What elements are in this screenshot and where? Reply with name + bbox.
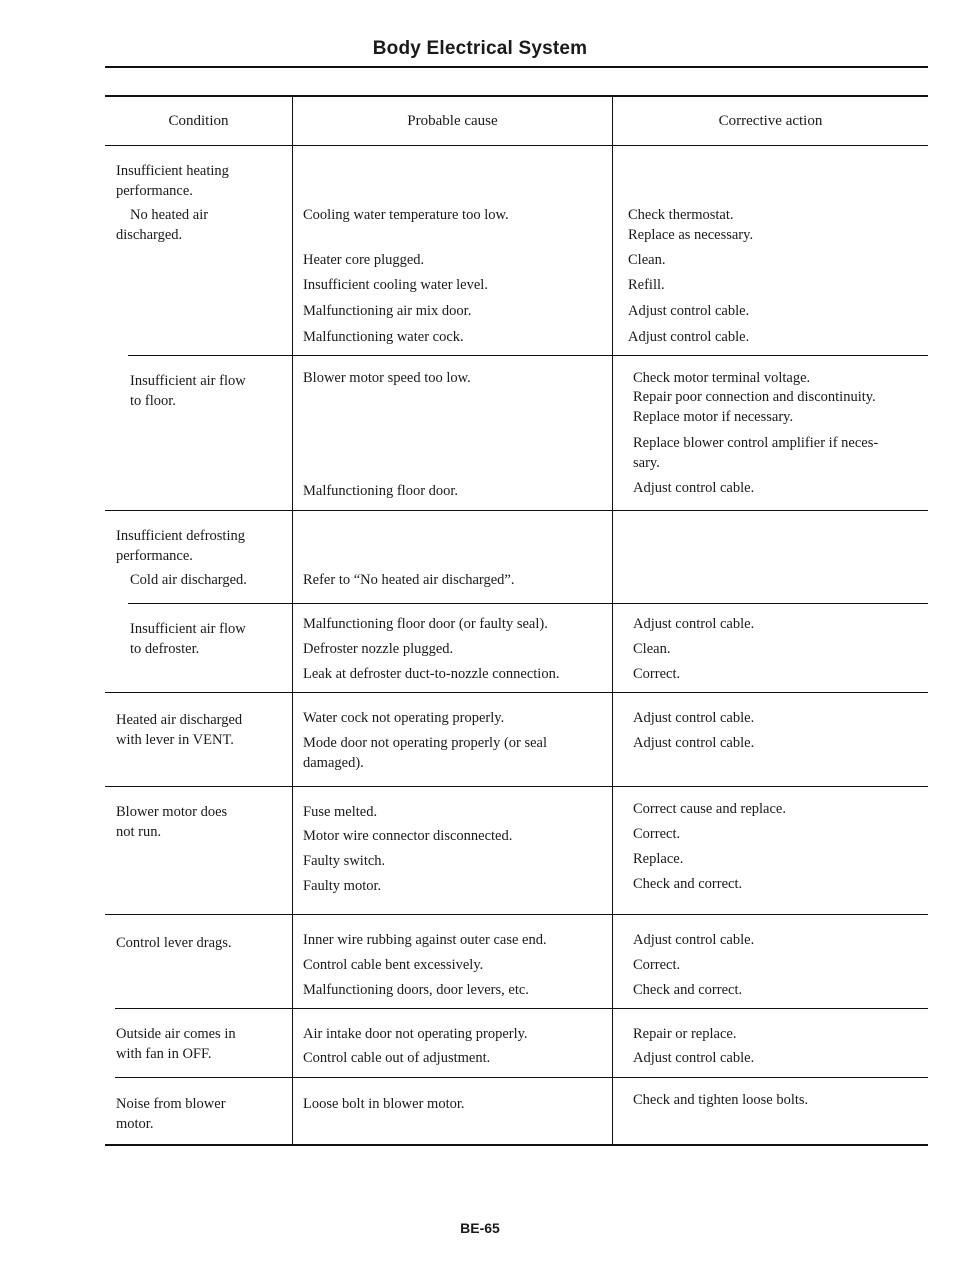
action-text: Clean.: [633, 641, 671, 657]
header-cause: Probable cause: [407, 113, 498, 129]
action-text: Adjust control cable.: [633, 735, 755, 751]
cause-text: Defroster nozzle plugged.: [303, 641, 454, 657]
action-text: Correct.: [633, 666, 681, 682]
condition-text: motor.: [116, 1116, 154, 1132]
condition-text: Insufficient air flow: [130, 621, 246, 637]
cause-text: Water cock not operating properly.: [303, 710, 505, 726]
cause-text: Malfunctioning air mix door.: [303, 303, 472, 319]
condition-text: performance.: [116, 183, 193, 199]
action-text: Refill.: [628, 277, 665, 293]
action-text: Adjust control cable.: [628, 329, 750, 345]
action-text: Adjust control cable.: [633, 710, 755, 726]
condition-text: to defroster.: [130, 641, 200, 657]
action-text: sary.: [633, 455, 660, 471]
action-text: Adjust control cable.: [628, 303, 750, 319]
cause-text: Control cable out of adjustment.: [303, 1050, 491, 1066]
action-text: Correct.: [633, 826, 681, 842]
cause-text: Refer to “No heated air discharged”.: [303, 572, 515, 588]
cause-text: Faulty motor.: [303, 878, 382, 894]
condition-text: Heated air discharged: [116, 712, 243, 728]
action-text: Clean.: [628, 252, 666, 268]
cause-text: Leak at defroster duct-to-nozzle connection.: [303, 666, 560, 682]
cause-text: Faulty switch.: [303, 853, 386, 869]
condition-text: not run.: [116, 824, 162, 840]
cause-text: Malfunctioning doors, door levers, etc.: [303, 982, 529, 998]
table-bottom-rule: [105, 1144, 928, 1146]
row-rule: [105, 692, 928, 693]
cause-text: Insufficient cooling water level.: [303, 277, 488, 293]
row-rule: [128, 603, 928, 604]
row-rule: [115, 1077, 928, 1078]
condition-text: No heated air: [130, 207, 209, 223]
action-text: Adjust control cable.: [633, 616, 755, 632]
action-text: Repair poor connection and discontinuity.: [633, 389, 876, 405]
table-top-rule: [105, 95, 928, 97]
condition-text: discharged.: [116, 227, 183, 243]
action-text: Check motor terminal voltage.: [633, 370, 811, 386]
header-rule: [105, 145, 928, 146]
action-text: Repair or replace.: [633, 1026, 737, 1042]
row-rule: [105, 786, 928, 787]
row-rule: [105, 914, 928, 915]
action-text: Replace blower control amplifier if neces-: [633, 435, 879, 451]
action-text: Check and correct.: [633, 876, 743, 892]
condition-text: Control lever drags.: [116, 935, 232, 951]
action-text: Check thermostat.: [628, 207, 734, 223]
action-text: Adjust control cable.: [633, 1050, 755, 1066]
cause-text: Loose bolt in blower motor.: [303, 1096, 465, 1112]
cause-text: Malfunctioning floor door (or faulty seal).: [303, 616, 548, 632]
title-rule: [105, 66, 928, 68]
condition-text: Outside air comes in: [116, 1026, 236, 1042]
cause-text: Control cable bent excessively.: [303, 957, 484, 973]
action-text: Replace.: [633, 851, 684, 867]
action-text: Replace as necessary.: [628, 227, 754, 243]
header-condition: Condition: [168, 113, 229, 129]
cause-text: Inner wire rubbing against outer case end.: [303, 932, 547, 948]
page-number: BE-65: [460, 1220, 500, 1236]
cause-text: Motor wire connector disconnected.: [303, 828, 513, 844]
condition-text: with lever in VENT.: [116, 732, 234, 748]
condition-text: Insufficient heating: [116, 163, 229, 179]
cause-text: Malfunctioning water cock.: [303, 329, 464, 345]
cause-text: Fuse melted.: [303, 804, 378, 820]
cause-text: Malfunctioning floor door.: [303, 483, 459, 499]
action-text: Correct cause and replace.: [633, 801, 786, 817]
condition-text: Insufficient air flow: [130, 373, 246, 389]
condition-text: to floor.: [130, 393, 176, 409]
cause-text: Cooling water temperature too low.: [303, 207, 509, 223]
condition-text: performance.: [116, 548, 193, 564]
header-action: Corrective action: [718, 113, 823, 129]
column-divider-2: [612, 95, 613, 1145]
cause-text: Heater core plugged.: [303, 252, 425, 268]
cause-text: Air intake door not operating properly.: [303, 1026, 528, 1042]
action-text: Adjust control cable.: [633, 932, 755, 948]
cause-text: damaged).: [303, 755, 364, 771]
action-text: Check and tighten loose bolts.: [633, 1092, 809, 1108]
action-text: Correct.: [633, 957, 681, 973]
action-text: Adjust control cable.: [633, 480, 755, 496]
page-title: Body Electrical System: [372, 38, 588, 59]
condition-text: Cold air discharged.: [130, 572, 247, 588]
cause-text: Blower motor speed too low.: [303, 370, 471, 386]
row-rule: [105, 510, 928, 511]
column-divider-1: [292, 95, 293, 1145]
condition-text: Insufficient defrosting: [116, 528, 245, 544]
condition-text: with fan in OFF.: [116, 1046, 212, 1062]
row-rule: [128, 355, 928, 356]
condition-text: Blower motor does: [116, 804, 228, 820]
cause-text: Mode door not operating properly (or seal: [303, 735, 548, 751]
action-text: Replace motor if necessary.: [633, 409, 794, 425]
row-rule: [115, 1008, 928, 1009]
condition-text: Noise from blower: [116, 1096, 226, 1112]
action-text: Check and correct.: [633, 982, 743, 998]
